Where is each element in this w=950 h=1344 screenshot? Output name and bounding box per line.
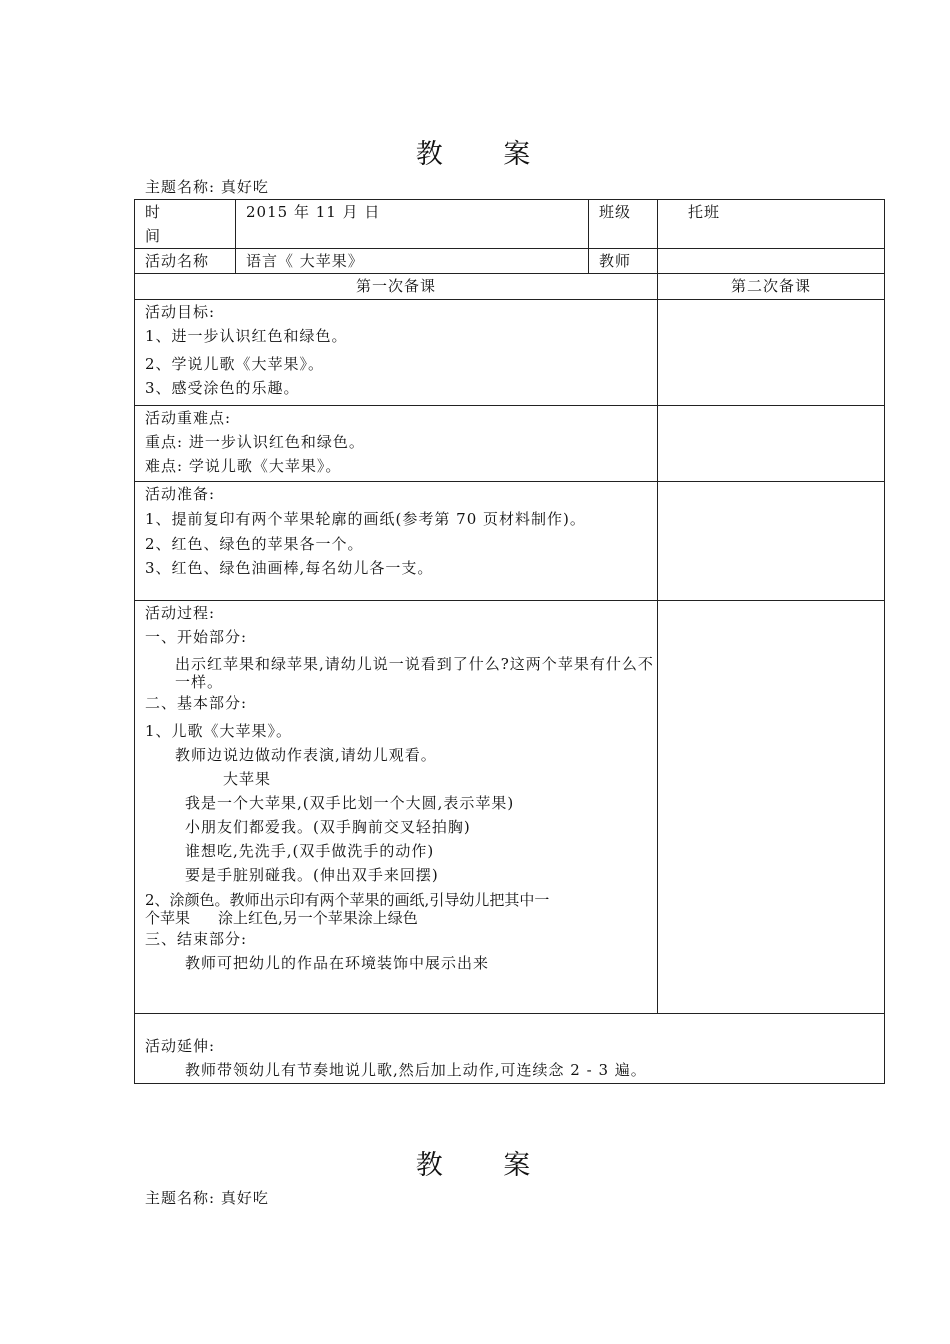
key-point-item: 重点: 进一步认识红色和绿色。 (145, 433, 365, 451)
process-second-prep (658, 601, 885, 1014)
goal-item: 3、感受涂色的乐趣。 (145, 379, 300, 397)
theme-name: 主题名称: 真好吃 (145, 178, 269, 196)
process-section (135, 601, 658, 1014)
end-part-heading: 三、结束部分: (145, 930, 248, 948)
song-item: 1、儿歌《大苹果》。 (145, 722, 293, 740)
time-label: 时 间 (135, 200, 236, 249)
preparation-section (135, 482, 658, 601)
class-value: 托班 (658, 200, 885, 249)
basic-part-heading: 二、基本部分: (145, 694, 248, 712)
teacher-value (658, 249, 885, 274)
class-label: 班级 (589, 200, 658, 249)
preparation-item: 2、红色、绿色的苹果各一个。 (145, 535, 364, 553)
coloring-line (145, 909, 657, 927)
activity-name-label: 活动名称 (135, 249, 236, 274)
song-line: 小朋友们都爱我。(双手胸前交叉轻拍胸) (185, 818, 471, 836)
song-line: 我是一个大苹果,(双手比划一个大圆,表示苹果) (185, 794, 515, 812)
second-prep-header: 第二次备课 (658, 274, 885, 300)
start-part-heading: 一、开始部分: (145, 628, 248, 646)
time-value: 2015 年 11 月 日 (236, 200, 589, 249)
song-title: 大苹果 (223, 770, 272, 788)
teacher-label: 教师 (589, 249, 658, 274)
extension-section (135, 1014, 885, 1084)
extension-text: 教师带领幼儿有节奏地说儿歌,然后加上动作,可连续念 2 - 3 遍。 (185, 1061, 647, 1079)
start-part-text: 出示红苹果和绿苹果,请幼儿说一说看到了什么?这两个苹果有什么不一样。 (175, 655, 654, 691)
lesson-plan-title: 教 案 (415, 139, 557, 170)
song-line: 要是手脏别碰我。(伸出双手来回摆) (185, 866, 439, 884)
goals-heading: 活动目标: (145, 303, 216, 321)
difficult-point-item: 难点: 学说儿歌《大苹果》。 (145, 457, 342, 475)
activity-name-value: 语言《 大苹果》 (236, 249, 589, 274)
lesson-plan-table (134, 199, 885, 1084)
goal-item: 2、学说儿歌《大苹果》。 (145, 355, 325, 373)
preparation-heading: 活动准备: (145, 485, 216, 503)
lesson-plan-title-2: 教 案 (415, 1150, 557, 1181)
song-line: 谁想吃,先洗手,(双手做洗手的动作) (185, 842, 435, 860)
first-prep-header: 第一次备课 (135, 274, 658, 300)
key-points-section (135, 406, 658, 482)
coloring-line: 2、涂颜色。教师出示印有两个苹果的画纸,引导幼儿把其中一 (145, 891, 550, 909)
process-heading: 活动过程: (145, 604, 216, 622)
song-intro: 教师边说边做动作表演,请幼儿观看。 (175, 746, 437, 764)
extension-heading: 活动延伸: (145, 1037, 216, 1055)
coloring-line-start: 个苹果 (145, 909, 191, 927)
goal-item: 1、进一步认识红色和绿色。 (145, 327, 348, 345)
key-points-second-prep (658, 406, 885, 482)
theme-name-2: 主题名称: 真好吃 (145, 1189, 269, 1207)
key-points-heading: 活动重难点: (145, 409, 232, 427)
coloring-line-end: 涂上红色,另一个苹果涂上绿色 (218, 909, 418, 927)
preparation-item: 3、红色、绿色油画棒,每名幼儿各一支。 (145, 559, 434, 577)
preparation-second-prep (658, 482, 885, 601)
end-part-text: 教师可把幼儿的作品在环境装饰中展示出来 (185, 954, 490, 972)
preparation-item: 1、提前复印有两个苹果轮廓的画纸(参考第 70 页材料制作)。 (145, 510, 586, 528)
goals-section (135, 300, 658, 406)
goals-second-prep (658, 300, 885, 406)
